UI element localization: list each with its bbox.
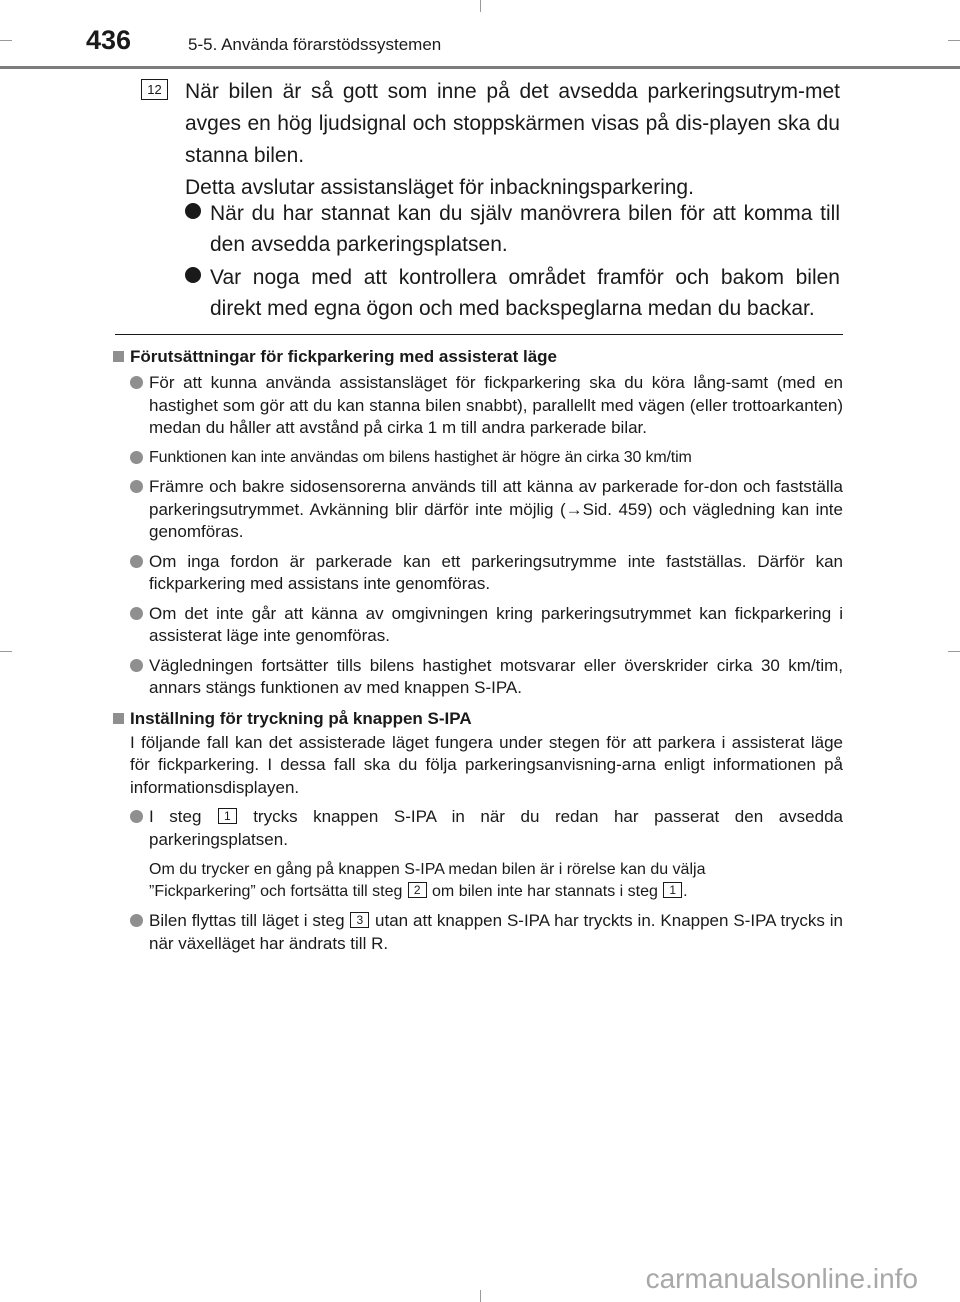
bullet-dot-icon bbox=[130, 607, 143, 620]
note-heading bbox=[112, 708, 843, 730]
note-bullet-text: I steg bbox=[149, 807, 202, 826]
bullet-dot-icon bbox=[185, 267, 201, 283]
crop-mark bbox=[480, 1290, 481, 1302]
section-divider bbox=[115, 334, 843, 335]
crop-mark bbox=[0, 651, 12, 652]
note-bullet bbox=[112, 551, 843, 596]
step-ref-box: 1 bbox=[218, 808, 237, 824]
bullet-dot-icon bbox=[130, 810, 143, 823]
notes-section bbox=[112, 346, 843, 955]
note-heading bbox=[112, 346, 843, 368]
step-bullet-text: Var noga med att kontrollera området framför och bakom bilen direkt med egna ögon och med backspeglarna medan du backar. bbox=[210, 266, 840, 320]
page-number: 436 bbox=[86, 25, 132, 55]
note-bullet-text: Om inga fordon är parkerade kan ett parkeringsutrymme inte fastställas. Därför kan fickparkering med assistans inte genomföras. bbox=[149, 551, 843, 593]
square-bullet-icon bbox=[113, 351, 124, 362]
note-bullet bbox=[112, 372, 843, 440]
note-bullet bbox=[112, 655, 843, 700]
header-rule bbox=[0, 66, 960, 69]
note-bullet-text: Om det inte går att känna av omgivningen kring parkeringsutrymmet kan fickparkering i assisterat läge inte genomföras. bbox=[149, 603, 843, 645]
step-bullet-list bbox=[185, 198, 840, 326]
note-bullet bbox=[112, 806, 843, 903]
note-bullet bbox=[112, 910, 843, 955]
crop-mark bbox=[0, 40, 12, 41]
bullet-dot-icon bbox=[130, 376, 143, 389]
watermark: carmanualsonline.info bbox=[645, 1263, 918, 1294]
step-bullet-text: När du har stannat kan du själv manövrera bilen för att komma till den avsedda parkeringsplatsen. bbox=[210, 202, 840, 256]
note-paragraph: I följande fall kan det assisterade läget fungera under stegen för att parkera i assisterat läge för fickparkering. I dessa fall ska du följa parkeringsanvisning-arna enligt informationen på informationsdisplayen. bbox=[130, 732, 843, 797]
step-number-box: 12 bbox=[141, 79, 168, 100]
bullet-dot-icon bbox=[130, 659, 143, 672]
note-bullet-text: Främre och bakre sidosensorerna används till att känna av parkerade for-don och fastställa parkeringsutrymmet. Avkänning blir därför inte möjlig (→Sid. 459) och vägledning kan inte genomföras. bbox=[149, 477, 843, 541]
note-subtext-line: om bilen inte har stannats i steg bbox=[432, 883, 658, 900]
step-text bbox=[185, 76, 840, 204]
note-subtext-line: Om du trycker en gång på knappen S-IPA medan bilen är i rörelse kan du välja bbox=[149, 861, 706, 878]
square-bullet-icon bbox=[113, 713, 124, 724]
step-ref-box: 2 bbox=[408, 882, 427, 898]
note-heading-text: Inställning för tryckning på knappen S-IPA bbox=[130, 708, 472, 728]
note-heading-text: Förutsättningar för fickparkering med assisterat läge bbox=[130, 347, 558, 366]
note-bullet-text: utan att knappen S-IPA har tryckts in. Knappen S-IPA trycks in när växelläget har ändrats till R. bbox=[149, 911, 843, 953]
bullet-dot-icon bbox=[130, 555, 143, 568]
step-paragraph: När bilen är så gott som inne på det avsedda parkeringsutrym-met avges en hög ljudsignal och stoppskärmen visas på dis-playen ska du stanna bilen. bbox=[185, 80, 840, 167]
note-bullet bbox=[112, 447, 843, 470]
step-bullet bbox=[185, 262, 840, 324]
step-paragraph: Detta avslutar assistansläget för inbackningsparkering. bbox=[185, 176, 694, 199]
note-subtext bbox=[149, 859, 843, 903]
bullet-dot-icon bbox=[130, 451, 143, 464]
note-bullet bbox=[112, 603, 843, 648]
note-bullet-text: trycks knappen S-IPA in när du redan har passerat den avsedda parkeringsplatsen. bbox=[149, 807, 843, 849]
note-bullet bbox=[112, 476, 843, 544]
note-bullet-text: Bilen flyttas till läget i steg bbox=[149, 911, 345, 930]
step-bullet bbox=[185, 198, 840, 260]
note-subtext-end: . bbox=[683, 883, 688, 900]
crop-mark bbox=[948, 40, 960, 41]
note-subtext-line: ”Fickparkering” och fortsätta till steg bbox=[149, 883, 403, 900]
crop-mark bbox=[948, 651, 960, 652]
step-ref-box: 3 bbox=[350, 912, 369, 928]
note-bullet-text: För att kunna använda assistansläget för fickparkering ska du köra lång-samt (med en hastighet som gör att du kan stanna bilen snabbt), parallellt med vägen (eller trottoarkanten) medan du håller att avstånd på cirka 1 m till andra parkerade bilar. bbox=[149, 373, 843, 437]
section-title: 5-5. Använda förarstödssystemen bbox=[188, 35, 442, 54]
bullet-dot-icon bbox=[130, 480, 143, 493]
bullet-dot-icon bbox=[130, 914, 143, 927]
note-bullet-text: Funktionen kan inte användas om bilens hastighet är högre än cirka 30 km/tim bbox=[149, 448, 692, 466]
crop-mark bbox=[480, 0, 481, 12]
note-bullet-text: Vägledningen fortsätter tills bilens hastighet motsvarar eller överskrider cirka 30 km/tim, annars stängs funktionen av med knappen S-IPA. bbox=[149, 655, 843, 697]
bullet-dot-icon bbox=[185, 203, 201, 219]
step-ref-box: 1 bbox=[663, 882, 682, 898]
